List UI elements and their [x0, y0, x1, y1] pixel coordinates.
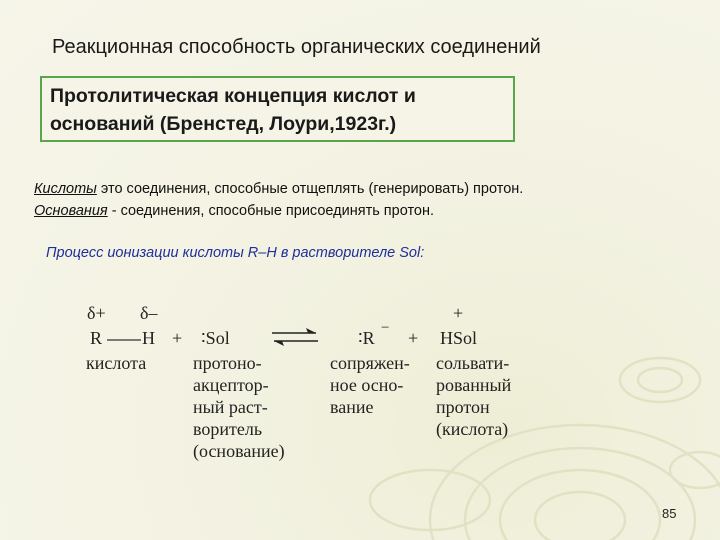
page-number: 85 — [662, 506, 677, 521]
label-conjugate-base — [330, 352, 410, 418]
label-line: сопряжен- — [330, 353, 410, 373]
plus-sign-2: + — [408, 328, 419, 348]
label-line: сольвати- — [436, 353, 510, 373]
label-acid — [86, 352, 146, 374]
label-acid-line: кислота — [86, 353, 147, 373]
concept-line-1: Протолитическая концепция кислот и — [50, 85, 416, 107]
acid-text: это соединения, способные отщеплять (генерировать) протон. — [96, 181, 524, 197]
R-atom: R — [90, 328, 103, 348]
label-line: ный раст- — [193, 397, 268, 417]
label-line: (кислота) — [436, 419, 509, 439]
solvent-sol: ∶Sol — [201, 328, 230, 348]
label-line: (основание) — [193, 441, 285, 461]
base-definition — [34, 200, 523, 222]
label-line: протон — [436, 397, 490, 417]
label-line: рованный — [436, 375, 512, 395]
label-line: протоно- — [193, 353, 262, 373]
H-atom: H — [142, 328, 155, 348]
label-line: воритель — [193, 419, 263, 439]
delta-minus: δ– — [140, 303, 158, 323]
plus-sign-1: + — [172, 328, 183, 348]
acid-term: Кислоты — [34, 181, 97, 197]
base-term: Основания — [34, 203, 108, 219]
base-text: - соединения, способные присоединять протон. — [107, 203, 435, 219]
concept-box — [40, 76, 515, 142]
anion-charge: − — [381, 320, 390, 336]
label-solvent-base — [193, 352, 285, 462]
label-line: акцептор- — [193, 375, 269, 395]
acid-definition — [34, 178, 523, 200]
delta-plus: δ+ — [87, 303, 106, 323]
concept-line-2: оснований (Бренстед, Лоури,1923г.) — [50, 113, 397, 135]
solvated-proton-hsol: HSol — [440, 328, 478, 348]
label-line: вание — [330, 397, 374, 417]
equilibrium-arrows-icon — [268, 326, 322, 348]
anion-R: ∶R — [358, 328, 375, 348]
definitions — [34, 178, 523, 222]
hsol-charge: + — [453, 303, 464, 323]
slide-title: Реакционная способность органических соединений — [52, 36, 541, 58]
bond-line — [107, 338, 141, 342]
label-solvated-proton — [436, 352, 511, 440]
process-caption: Процесс ионизации кислоты R–H в растворителе Sol: — [46, 245, 425, 261]
label-line: ное осно- — [330, 375, 404, 395]
